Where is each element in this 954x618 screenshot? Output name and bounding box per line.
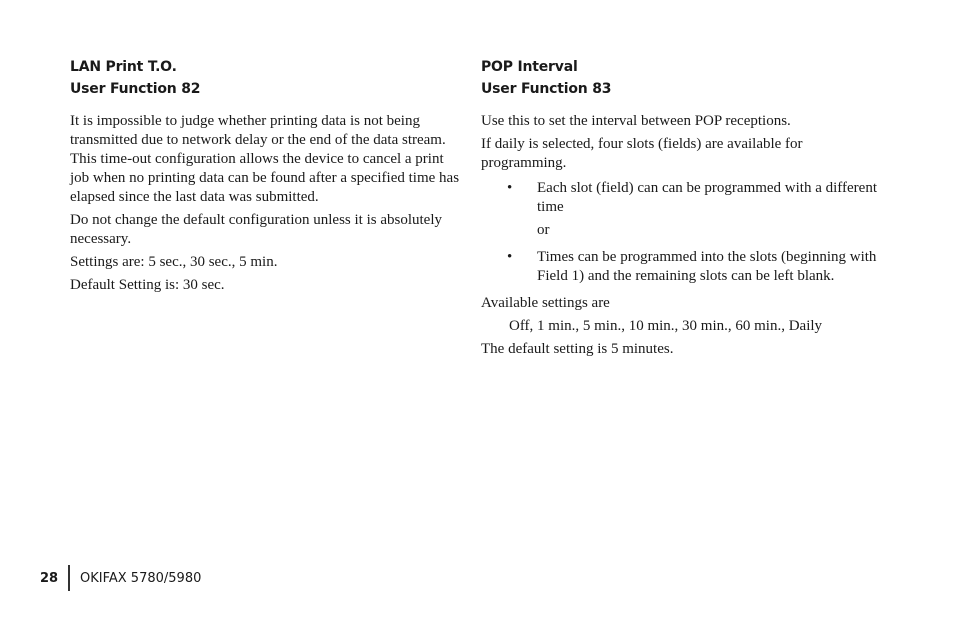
left-column	[70, 56, 460, 299]
right-column	[481, 56, 881, 363]
list-item-text: Each slot (field) can can be programmed with a different time	[537, 180, 877, 215]
paragraph-intro: Use this to set the interval between POP receptions.	[481, 113, 791, 129]
default-setting: The default setting is 5 minutes.	[481, 341, 674, 357]
product-name: OKIFAX 5780/5980	[80, 570, 202, 586]
footer-divider	[68, 565, 70, 591]
section-subtitle-user-function-82: User Function 82	[70, 81, 201, 97]
paragraph-daily: If daily is selected, four slots (fields) are available for programming.	[481, 136, 803, 171]
page-footer	[40, 565, 201, 591]
paragraph-default: Default Setting is: 30 sec.	[70, 277, 225, 293]
list-item-text: Times can be programmed into the slots (beginning with Field 1) and the remaining slots can be left blank.	[537, 249, 877, 284]
bullet-icon: •	[507, 249, 513, 265]
paragraph-description: It is impossible to judge whether printing data is not being transmitted due to network delay or the end of the data stream. This time-out configuration allows the device to cancel a print job when no printing data can be found after a specified time has elapsed since the last data was submitted.	[70, 113, 460, 205]
list-item	[481, 248, 881, 286]
section-title-lan-print: LAN Print T.O.	[70, 59, 177, 75]
list-item-or: or	[537, 222, 550, 238]
bullet-list	[481, 179, 881, 286]
page-number: 28	[40, 570, 59, 586]
available-settings-values: Off, 1 min., 5 min., 10 min., 30 min., 60 min., Daily	[509, 318, 823, 334]
list-item	[481, 179, 881, 240]
paragraph-warning: Do not change the default configuration unless it is absolutely necessary.	[70, 212, 442, 247]
bullet-icon: •	[507, 180, 513, 196]
section-subtitle-user-function-83: User Function 83	[481, 81, 612, 97]
section-title-pop-interval: POP Interval	[481, 59, 578, 75]
available-settings-label: Available settings are	[481, 295, 610, 311]
paragraph-settings: Settings are: 5 sec., 30 sec., 5 min.	[70, 254, 278, 270]
